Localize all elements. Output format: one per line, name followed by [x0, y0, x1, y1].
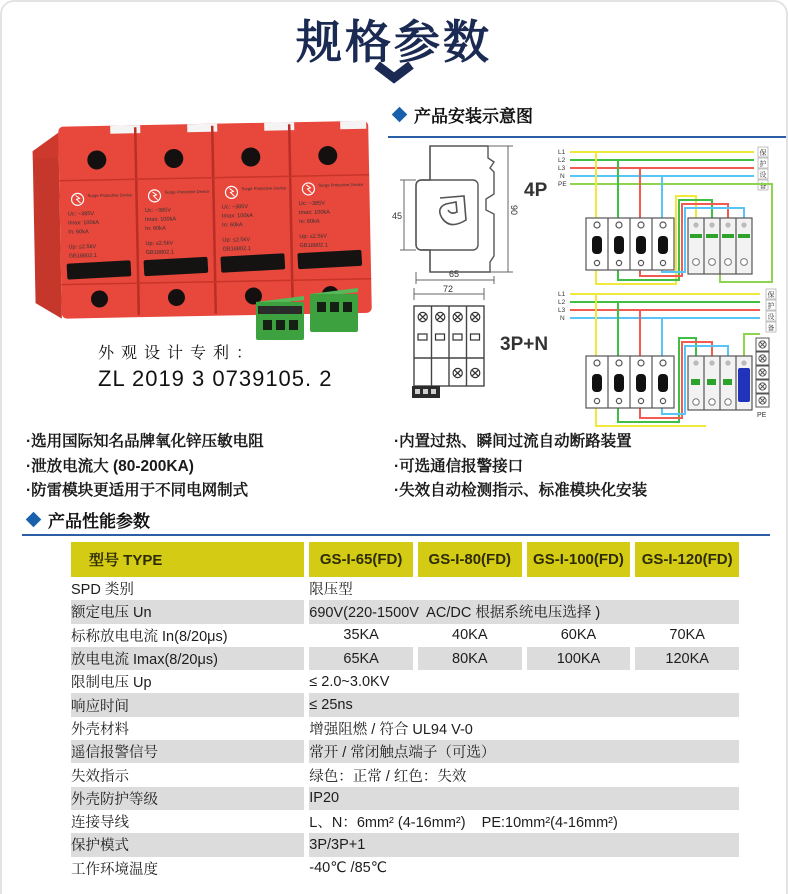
svg-text:NO C NC: NO C NC: [261, 308, 283, 315]
table-row: 工作环境温度 -40℃ /85℃: [71, 860, 387, 878]
svg-text:L2: L2: [558, 299, 566, 306]
svg-text:In: 60kA: In: 60kA: [68, 229, 89, 236]
svg-text:Imax: 100kA: Imax: 100kA: [67, 219, 100, 227]
diagram-3pn-front-view: [396, 284, 558, 412]
svg-text:保: 保: [759, 150, 767, 157]
patent-number: ZL 2019 3 0739105. 2: [98, 366, 333, 391]
svg-text:N: N: [560, 173, 565, 180]
col-header-model: GS-I-100(FD): [527, 542, 631, 577]
svg-text:GB18802.1: GB18802.1: [299, 242, 328, 250]
col-header-model: GS-I-80(FD): [418, 542, 522, 577]
svg-text:In: 60kA: In: 60kA: [222, 222, 243, 229]
spec-section-title: 产品性能参数: [48, 512, 150, 531]
table-row: 失效指示 绿色：正常 / 红色：失效: [71, 768, 467, 785]
feature-item: ·防雷模块更适用于不同电网制式: [26, 482, 249, 499]
feature-item: ·可选通信报警接口: [394, 457, 524, 475]
chevron-down-icon: [2, 62, 786, 89]
svg-text:Surge Protective Device: Surge Protective Device: [164, 188, 210, 195]
feature-item: ·选用国际知名品牌氧化锌压敏电阻: [26, 433, 264, 450]
svg-text:Uc: ~385V: Uc: ~385V: [221, 204, 249, 211]
dim-45: 45: [392, 211, 403, 221]
svg-text:GB18802.1: GB18802.1: [68, 252, 98, 260]
circuit-breaker: [586, 218, 674, 270]
svg-text:设: 设: [767, 314, 775, 321]
table-row: 外壳防护等级 IP20: [71, 787, 739, 810]
feature-item: ·失效自动检测指示、标准模块化安装: [394, 482, 648, 499]
design-patent: [98, 340, 332, 392]
svg-text:Uc: ~385V: Uc: ~385V: [298, 200, 326, 208]
product-photo: [20, 100, 392, 350]
svg-text:GB18802.1: GB18802.1: [222, 246, 251, 253]
svg-text:设: 设: [759, 172, 767, 179]
svg-text:护: 护: [767, 303, 775, 310]
feature-list-left: [26, 430, 386, 504]
table-row: 响应时间 ≤ 25ns: [71, 693, 739, 716]
install-section-title: 产品安装示意图: [414, 107, 533, 126]
page-title: 规格参数: [296, 16, 492, 68]
feature-list-right: [394, 430, 786, 504]
wiring-diagram-3pn: [556, 284, 788, 430]
svg-text:L2: L2: [558, 157, 566, 164]
svg-text:In: 60kA: In: 60kA: [145, 225, 166, 233]
spec-table: [66, 542, 744, 880]
table-row: 连接导线 L、N：6mm² (4-16mm²) PE:10mm²(4-16mm²): [71, 815, 618, 832]
circuit-breaker: [586, 356, 674, 408]
svg-text:保: 保: [767, 292, 775, 299]
svg-text:L3: L3: [558, 307, 566, 314]
table-row: 保护模式 3P/3P+1: [71, 833, 739, 856]
svg-text:Up: ≤2.5kV: Up: ≤2.5kV: [299, 233, 328, 241]
col-header-type: 型号 TYPE: [71, 542, 304, 577]
col-header-model: GS-I-65(FD): [309, 542, 413, 577]
label-4p: 4P: [524, 180, 548, 201]
svg-text:Up: ≤2.5kV: Up: ≤2.5kV: [145, 240, 174, 248]
svg-text:Surge Protective Device: Surge Protective Device: [241, 185, 287, 192]
svg-text:Imax: 100kA: Imax: 100kA: [298, 209, 331, 217]
svg-text:PE: PE: [558, 181, 567, 188]
feature-item: ·泄放电流大 (80-200KA): [26, 457, 194, 475]
table-row: 限制电压 Up ≤ 2.0~3.0KV: [71, 673, 390, 692]
diagram-4p-side-view: [390, 138, 558, 286]
svg-text:Surge Protective Device: Surge Protective Device: [318, 181, 364, 188]
svg-text:Uc: ~385V: Uc: ~385V: [67, 211, 95, 218]
pe-label: PE: [757, 412, 767, 419]
table-header-row: [71, 542, 739, 577]
svg-text:Imax: 100kA: Imax: 100kA: [144, 216, 177, 224]
svg-text:L1: L1: [558, 291, 566, 298]
section-rule: [22, 534, 770, 536]
table-row: 放电电流 Imax(8/20μs) 65KA 80KA 100KA 120KA: [71, 647, 739, 670]
diamond-icon: [392, 107, 408, 123]
patent-caption: 外观设计专利：: [98, 345, 260, 362]
svg-text:L3: L3: [558, 165, 566, 172]
svg-text:备: 备: [759, 183, 767, 190]
table-row: 标称放电电流 In(8/20μs) 35KA 40KA 60KA 70KA: [71, 627, 705, 645]
label-3pn: 3P+N: [500, 334, 549, 355]
table-row: 外壳材料 增强阻燃 / 符合 UL94 V-0: [71, 721, 473, 738]
col-header-model: GS-I-120(FD): [635, 542, 739, 577]
dim-65: 65: [449, 269, 460, 279]
dim-90: 90: [509, 205, 519, 216]
svg-text:Surge Protective Device: Surge Protective Device: [87, 192, 133, 199]
table-row: SPD 类别 限压型: [71, 582, 353, 599]
table-row: 额定电压 Un 690V(220-1500V AC/DC 根据系统电压选择 ): [71, 600, 739, 623]
svg-text:Uc: ~385V: Uc: ~385V: [144, 207, 172, 215]
table-row: 遥信报警信号 常开 / 常闭触点端子（可选）: [71, 740, 739, 763]
svg-text:Up: ≤2.5kV: Up: ≤2.5kV: [68, 243, 97, 251]
svg-text:In: 60kA: In: 60kA: [299, 218, 320, 226]
spd-device: [688, 356, 752, 410]
product-photo-area: [20, 100, 392, 432]
svg-text:GB18802.1: GB18802.1: [145, 249, 174, 257]
feature-item: ·内置过热、瞬间过流自动断路装置: [394, 433, 632, 450]
svg-text:护: 护: [759, 161, 767, 168]
svg-text:备: 备: [767, 325, 775, 332]
svg-text:Imax: 100kA: Imax: 100kA: [221, 212, 254, 220]
pe-terminal-strip: [756, 338, 769, 407]
install-section: [388, 102, 788, 432]
svg-text:Up: ≤2.5kV: Up: ≤2.5kV: [222, 237, 251, 244]
spd-device: [688, 218, 752, 274]
protected-equipment-label: [766, 289, 776, 332]
svg-text:N: N: [560, 315, 565, 322]
spec-section-head: [28, 507, 150, 532]
dim-72: 72: [443, 284, 454, 294]
svg-text:L1: L1: [558, 149, 566, 156]
wiring-diagram-4p: [556, 140, 788, 286]
diamond-icon: [26, 512, 42, 528]
